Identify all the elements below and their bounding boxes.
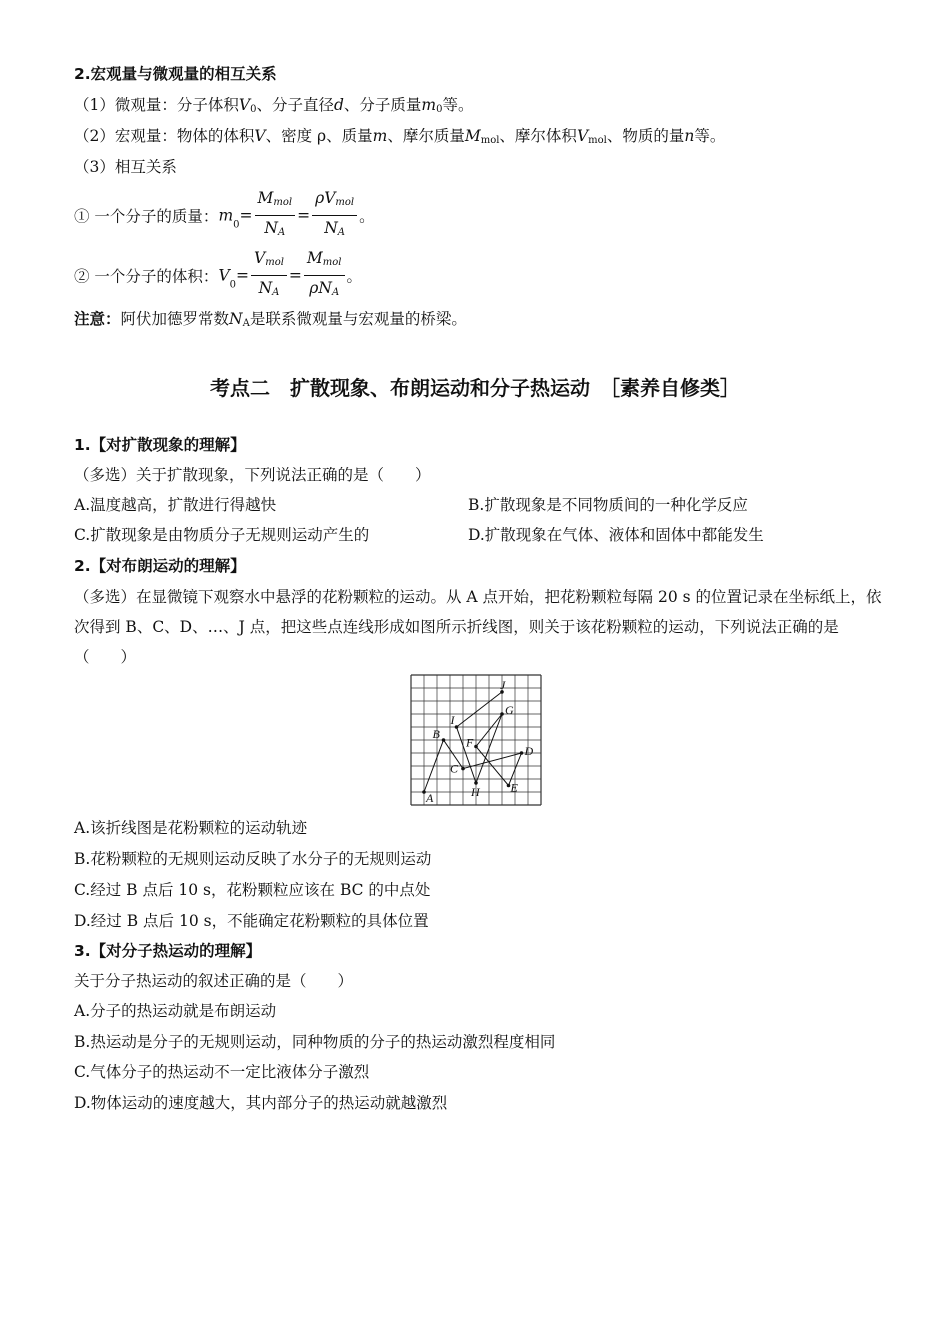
symbol: V <box>254 249 266 267</box>
equals: = <box>297 206 311 225</box>
formula-label: ① 一个分子的质量： <box>74 207 219 226</box>
q2-heading: 2.【对布朗运动的理解】 <box>74 557 246 575</box>
q2-option-c: C.经过 B 点后 10 s，花粉颗粒应该在 BC 的中点处 <box>74 881 431 899</box>
q2-option-d: D.经过 B 点后 10 s，不能确定花粉颗粒的具体位置 <box>74 912 429 930</box>
note-label: 注意： <box>74 310 121 328</box>
point-marker-d <box>520 751 524 755</box>
formula-label: ② 一个分子的体积： <box>74 267 219 286</box>
point-marker-i <box>455 725 459 729</box>
subscript: 0 <box>250 104 257 115</box>
formula-molecule-volume <box>74 246 362 305</box>
point-label-i: I <box>450 713 455 727</box>
symbol: V <box>238 96 251 114</box>
subscript: mol <box>265 257 284 268</box>
symbol: m <box>218 206 234 225</box>
q3-option-d: D.物体运动的速度越大，其内部分子的热运动就越激烈 <box>74 1094 448 1112</box>
text: 、密度 ρ、质量 <box>265 127 373 145</box>
symbol: N <box>324 219 338 237</box>
symbol: M <box>306 249 323 267</box>
text: 等。 <box>694 127 726 145</box>
symbol: N <box>229 310 243 328</box>
subscript: A <box>242 318 250 329</box>
text: 、分子质量 <box>343 96 422 114</box>
symbol: m <box>372 127 388 145</box>
q2-option-a: A.该折线图是花粉颗粒的运动轨迹 <box>74 819 308 837</box>
text: 。 <box>346 267 363 286</box>
subscript: mol <box>273 197 293 208</box>
text: 等。 <box>442 96 474 114</box>
subscript: A <box>272 287 280 298</box>
subscript: A <box>331 287 340 298</box>
fraction <box>251 246 287 305</box>
q3-option-a: A.分子的热运动就是布朗运动 <box>74 1002 277 1020</box>
subscript: mol <box>588 135 607 146</box>
formula-molecule-mass <box>74 186 375 245</box>
q1-stem: （多选）关于扩散现象，下列说法正确的是（ ） <box>74 466 431 484</box>
symbol: d <box>333 96 344 114</box>
symbol: V <box>218 266 230 285</box>
note-line <box>74 309 467 334</box>
q1-option-c: C.扩散现象是由物质分子无规则运动产生的 <box>74 526 370 544</box>
q1-heading: 1.【对扩散现象的理解】 <box>74 436 246 454</box>
q3-heading: 3.【对分子热运动的理解】 <box>74 942 262 960</box>
section-title: 考点二 扩散现象、布朗运动和分子热运动 ［素养自修类］ <box>210 376 740 400</box>
point-label-b: B <box>432 727 440 741</box>
text: （2）宏观量：物体的体积 <box>74 127 255 145</box>
subscript: mol <box>335 197 355 208</box>
q1-option-b: B.扩散现象是不同物质间的一种化学反应 <box>468 496 748 514</box>
text: 、分子直径 <box>256 96 334 114</box>
symbol: M <box>257 189 274 207</box>
point-marker-f <box>474 745 478 749</box>
fraction <box>304 246 345 305</box>
symbol: ρV <box>315 189 336 207</box>
symbol: N <box>258 279 273 297</box>
symbol: N <box>264 219 278 237</box>
point-label-g: G <box>505 703 514 717</box>
symbol: n <box>684 127 695 145</box>
text: 、摩尔体积 <box>499 127 577 145</box>
subscript: A <box>277 227 286 238</box>
text: 、摩尔质量 <box>387 127 465 145</box>
symbol: V <box>576 127 589 145</box>
q2-option-b: B.花粉颗粒的无规则运动反映了水分子的无规则运动 <box>74 850 432 868</box>
symbol: V <box>254 127 266 145</box>
subscript: 0 <box>233 219 240 231</box>
point-label-a: A <box>426 791 434 805</box>
point-marker-g <box>500 712 504 716</box>
symbol: M <box>464 127 481 145</box>
q3-stem: 关于分子热运动的叙述正确的是（ ） <box>74 972 354 990</box>
symbol: ρN <box>309 279 332 297</box>
q3-option-c: C.气体分子的热运动不一定比液体分子激烈 <box>74 1063 370 1081</box>
equals: = <box>288 266 302 285</box>
symbol: m <box>421 96 437 114</box>
q1-option-d: D.扩散现象在气体、液体和固体中都能发生 <box>468 526 764 544</box>
point-label-e: E <box>510 780 518 795</box>
equals: = <box>236 266 250 285</box>
point-label-j: J <box>500 677 506 692</box>
relation-heading: （3）相互关系 <box>74 158 177 176</box>
text: 、物质的量 <box>606 127 685 145</box>
point-label-h: H <box>471 784 480 799</box>
text: （1）微观量：分子体积 <box>74 96 239 114</box>
subscript: mol <box>322 257 342 268</box>
q1-option-a: A.温度越高，扩散进行得越快 <box>74 496 277 514</box>
point-label-d: D <box>524 744 534 758</box>
q2-stem: （多选）在显微镜下观察水中悬浮的花粉颗粒的运动。从 A 点开始，把花粉颗粒每隔 20 s 的位置记录在坐标纸上，依次得到 B、C、D、…、J 点，把这些点连线形成如图所示折线图，则关于该花粉颗粒的运动，下列说法正确的是（ ） <box>74 588 882 666</box>
point-marker-c <box>461 767 465 771</box>
section-heading: 2.宏观量与微观量的相互关系 <box>74 65 277 83</box>
subscript: 0 <box>229 279 237 291</box>
fraction <box>312 186 357 245</box>
point-marker-b <box>442 738 446 742</box>
text: 。 <box>359 207 375 226</box>
subscript: mol <box>480 135 500 146</box>
point-label-f: F <box>466 735 474 750</box>
brownian-motion-figure <box>410 674 542 806</box>
micro-quantities-line <box>74 95 474 120</box>
point-label-c: C <box>450 761 459 776</box>
subscript: A <box>337 227 345 238</box>
q3-option-b: B.热运动是分子的无规则运动，同种物质的分子的热运动激烈程度相同 <box>74 1033 556 1051</box>
equals: = <box>239 206 253 225</box>
text: 是联系微观量与宏观量的桥梁。 <box>249 310 467 328</box>
text: 阿伏加德罗常数 <box>120 310 230 328</box>
macro-quantities-line <box>74 126 725 151</box>
subscript: 0 <box>436 104 443 115</box>
fraction <box>255 186 296 245</box>
